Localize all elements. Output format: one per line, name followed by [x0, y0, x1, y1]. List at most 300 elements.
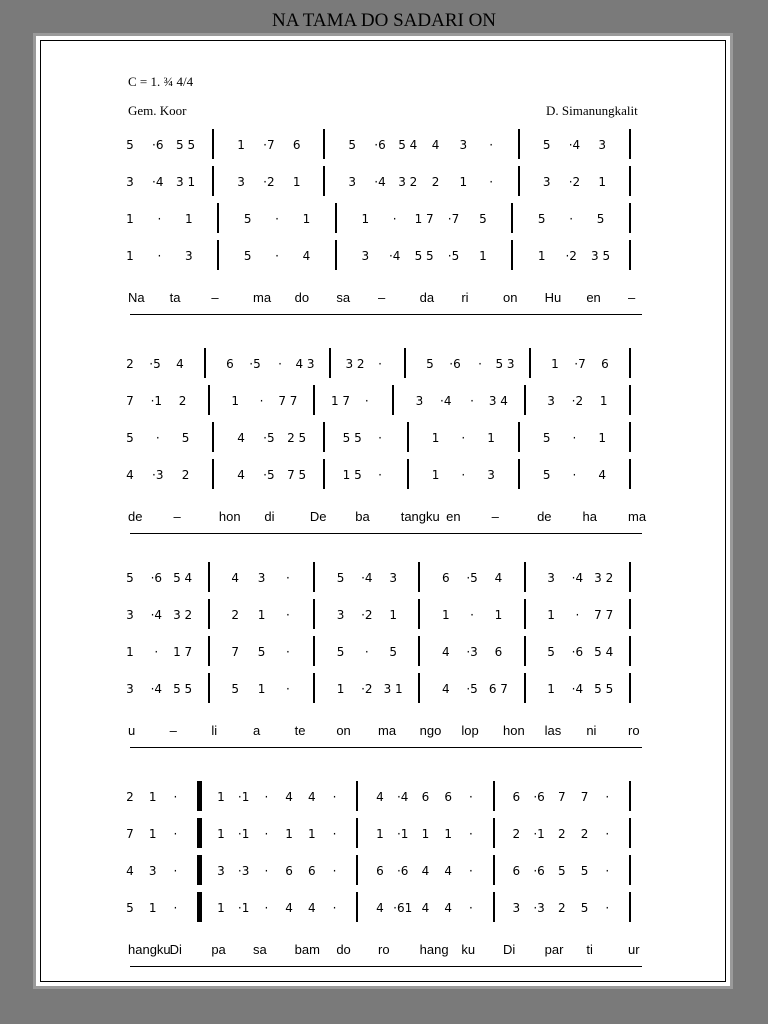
barline — [323, 129, 325, 159]
barline — [217, 240, 219, 270]
note: 5 — [243, 249, 252, 263]
note: 5 — [596, 212, 605, 226]
note: 4 — [285, 901, 293, 915]
note: · — [569, 212, 574, 226]
note: · — [155, 431, 160, 445]
lyric-syllable: – — [628, 290, 636, 305]
note: ·4 — [361, 571, 373, 585]
note: 5 4 — [398, 138, 418, 152]
note: 7 7 — [278, 394, 298, 408]
note: 2 — [512, 827, 521, 841]
note: ·1 — [237, 790, 250, 804]
lyric-syllable: ngo — [419, 723, 442, 738]
note: · — [378, 431, 382, 445]
note: · — [572, 431, 577, 445]
note: 5 — [243, 212, 252, 226]
lyric-syllable: las — [544, 723, 562, 738]
note: · — [489, 138, 494, 152]
note: 3 — [217, 864, 225, 878]
note: 1 — [184, 212, 193, 226]
note: ·5 — [263, 468, 275, 482]
note: 1 — [459, 175, 468, 189]
barline — [204, 348, 206, 378]
note: 6 — [444, 790, 452, 804]
note: 1 — [336, 682, 345, 696]
barline — [629, 562, 631, 592]
barline — [629, 855, 631, 885]
note: · — [285, 608, 290, 622]
barline — [518, 459, 520, 489]
barline — [418, 673, 420, 703]
note: 1 — [444, 827, 452, 841]
note: ·2 — [571, 394, 584, 408]
note: · — [173, 901, 178, 915]
note: 1 — [494, 608, 503, 622]
note: 5 — [547, 645, 555, 659]
note: 6 — [512, 790, 521, 804]
note: 5 — [537, 212, 546, 226]
lyric-syllable: sa — [336, 290, 351, 305]
barline — [524, 562, 526, 592]
note: · — [468, 864, 473, 878]
note: 3 1 — [176, 175, 196, 189]
lyric-syllable: hon — [503, 723, 525, 738]
barline — [493, 818, 495, 848]
barline — [313, 385, 315, 415]
note: 5 3 — [495, 357, 515, 371]
note: 1 — [302, 212, 311, 226]
lyric-syllable: ma — [253, 290, 272, 305]
note: ·6 — [150, 571, 163, 585]
barline — [392, 385, 394, 415]
barline — [356, 818, 358, 848]
lyric-syllable: ro — [378, 942, 390, 957]
note: 1 — [257, 608, 266, 622]
note: 4 — [421, 864, 430, 878]
note: 3 — [459, 138, 468, 152]
note: 1 — [537, 249, 546, 263]
note: · — [572, 468, 577, 482]
note: 1 — [441, 608, 450, 622]
barline — [212, 422, 214, 452]
note: 1 — [376, 827, 384, 841]
note: 4 — [231, 571, 240, 585]
note: ·5 — [263, 431, 275, 445]
note: ·3 — [237, 864, 250, 878]
note: ·6 — [533, 790, 545, 804]
note: ·4 — [568, 138, 581, 152]
barline — [323, 459, 325, 489]
note: 3 5 — [591, 249, 611, 263]
barline — [524, 385, 526, 415]
note: 1 — [257, 682, 266, 696]
note: 5 — [542, 468, 551, 482]
note: 5 — [181, 431, 190, 445]
note: · — [264, 827, 269, 841]
lyric-syllable: li — [211, 723, 218, 738]
note: ·7 — [574, 357, 586, 371]
note: 2 — [178, 394, 187, 408]
lyric-syllable: en — [446, 509, 461, 524]
note: 5 — [126, 431, 134, 445]
note: 5 — [126, 901, 134, 915]
barline — [629, 129, 631, 159]
lyric-syllable: pa — [211, 942, 226, 957]
barline — [629, 348, 631, 378]
lyric-syllable: te — [294, 723, 306, 738]
note: 6 — [494, 645, 503, 659]
barline — [212, 459, 214, 489]
note: 6 — [307, 864, 316, 878]
note: · — [468, 790, 473, 804]
barline — [629, 781, 631, 811]
note: 1 — [547, 608, 555, 622]
lyric-syllable: ma — [378, 723, 397, 738]
note: ·2 — [565, 249, 577, 263]
note: 4 — [302, 249, 311, 263]
note: 3 — [547, 571, 555, 585]
lyric-syllable: de — [128, 509, 143, 524]
note: 1 — [547, 682, 555, 696]
barline — [404, 348, 406, 378]
lyric-syllable: ha — [582, 509, 597, 524]
double-barline — [197, 892, 202, 922]
barline — [208, 599, 210, 629]
note: 1 — [292, 175, 301, 189]
song-title: NA TAMA DO SADARI ON — [271, 10, 497, 31]
lyric-syllable: do — [294, 290, 310, 305]
lyric-syllable: sa — [253, 942, 267, 957]
note: 1 7 — [173, 645, 193, 659]
note: 3 2 — [345, 357, 365, 371]
note: ·5 — [447, 249, 460, 263]
note: 4 — [126, 864, 134, 878]
lyric-syllable: da — [419, 290, 435, 305]
note: 5 4 — [594, 645, 614, 659]
note: 7 — [126, 394, 134, 408]
lyric-syllable: ro — [628, 723, 640, 738]
lyric-syllable: hon — [218, 509, 241, 524]
note: · — [605, 901, 610, 915]
note: · — [275, 249, 279, 263]
note: 2 — [557, 827, 566, 841]
note: ·6 — [571, 645, 584, 659]
note: · — [285, 645, 290, 659]
note: ·6 — [533, 864, 545, 878]
lyric-syllable: Hu — [544, 290, 562, 305]
lyric-syllable: par — [544, 942, 564, 957]
note: 1 — [231, 394, 240, 408]
note: 1 — [126, 645, 134, 659]
note: · — [278, 357, 282, 371]
barline — [418, 599, 420, 629]
note: ·6 — [396, 864, 409, 878]
note: 3 — [389, 571, 397, 585]
barline — [629, 636, 631, 666]
note: 4 — [444, 864, 452, 878]
note: 1 5 — [342, 468, 362, 482]
note: 2 5 — [287, 431, 307, 445]
note: · — [489, 175, 494, 189]
note: 3 1 — [383, 682, 403, 696]
note: 5 — [557, 864, 566, 878]
note: 1 7 — [330, 394, 351, 408]
note: 4 — [494, 571, 503, 585]
note: 4 — [421, 901, 430, 915]
barline — [518, 129, 520, 159]
note: ·4 — [571, 682, 584, 696]
note: 7 — [580, 790, 589, 804]
note: ·5 — [466, 571, 478, 585]
note: 1 — [307, 827, 316, 841]
note: ·4 — [396, 790, 409, 804]
lyric-syllable: ma — [628, 509, 647, 524]
note: 5 — [580, 901, 589, 915]
note: ·3 — [466, 645, 478, 659]
note: 1 — [487, 431, 495, 445]
note: 5 — [542, 431, 551, 445]
note: 5 5 — [342, 431, 362, 445]
note: ·6 — [449, 357, 461, 371]
note: 4 — [376, 901, 384, 915]
note: 4 — [237, 468, 245, 482]
note: 7 5 — [287, 468, 307, 482]
note: 3 — [237, 175, 245, 189]
lyric-syllable: a — [253, 723, 261, 738]
note: · — [378, 468, 382, 482]
barline — [511, 203, 513, 233]
barline — [208, 562, 210, 592]
note: 3 — [148, 864, 157, 878]
barline — [629, 673, 631, 703]
note: 2 — [431, 175, 440, 189]
double-barline — [197, 855, 202, 885]
note: 4 — [307, 790, 316, 804]
note: 5 5 — [176, 138, 196, 152]
note: 3 — [415, 394, 424, 408]
note: ·2 — [361, 682, 373, 696]
barline — [629, 599, 631, 629]
barline — [335, 203, 337, 233]
note: ·7 — [447, 212, 460, 226]
note: 5 — [542, 138, 551, 152]
note: · — [264, 864, 269, 878]
note: 7 — [126, 827, 134, 841]
barline — [217, 203, 219, 233]
note: 6 — [285, 864, 293, 878]
note: ·1 — [150, 394, 163, 408]
note: 4 — [237, 431, 245, 445]
barline — [313, 636, 315, 666]
note: · — [575, 608, 580, 622]
system-separator — [130, 314, 642, 315]
note: · — [461, 431, 466, 445]
lyric-syllable: ba — [355, 509, 370, 524]
note: 3 2 — [398, 175, 418, 189]
note: ·1 — [237, 827, 250, 841]
note: · — [605, 827, 610, 841]
barline — [335, 240, 337, 270]
note: 1 — [598, 175, 607, 189]
barline — [407, 459, 409, 489]
note: 4 — [441, 682, 450, 696]
note: ·4 — [440, 394, 452, 408]
barline — [356, 892, 358, 922]
note: 4 — [431, 138, 440, 152]
note: 4 — [307, 901, 316, 915]
barline — [313, 673, 315, 703]
note: 5 — [126, 138, 134, 152]
barline — [493, 781, 495, 811]
barline — [418, 636, 420, 666]
note: 3 — [126, 608, 134, 622]
note: 6 — [421, 790, 430, 804]
note: 1 — [361, 212, 370, 226]
note: 3 — [487, 468, 495, 482]
note: · — [157, 212, 162, 226]
note: · — [259, 394, 264, 408]
note: 1 — [217, 790, 225, 804]
note: ·3 — [533, 901, 545, 915]
note: 5 — [231, 682, 240, 696]
note: 1 — [479, 249, 487, 263]
note: 4 — [444, 901, 452, 915]
note: · — [154, 645, 159, 659]
note: ·5 — [249, 357, 261, 371]
barline — [208, 636, 210, 666]
note: 5 5 — [594, 682, 614, 696]
note: 1 — [421, 827, 430, 841]
lyric-syllable: – — [169, 723, 177, 738]
system-separator — [130, 747, 642, 748]
note: 6 — [441, 571, 450, 585]
note: 6 — [601, 357, 609, 371]
note: ·5 — [466, 682, 478, 696]
note: · — [605, 790, 610, 804]
lyric-syllable: De — [309, 509, 327, 524]
note: ·4 — [388, 249, 401, 263]
note: · — [364, 394, 369, 408]
note: 6 — [226, 357, 234, 371]
lyric-syllable: – — [173, 509, 181, 524]
note: · — [605, 864, 610, 878]
barline — [208, 385, 210, 415]
note: 1 7 — [414, 212, 434, 226]
note: 1 — [598, 431, 607, 445]
note: · — [157, 249, 162, 263]
note: 1 — [285, 827, 293, 841]
composer: D. Simanungkalit — [546, 103, 638, 118]
note: · — [378, 357, 382, 371]
note: ·5 — [149, 357, 161, 371]
note: · — [285, 682, 290, 696]
lyric-syllable: ni — [586, 723, 597, 738]
note: · — [332, 827, 337, 841]
note: 6 — [292, 138, 301, 152]
barline — [212, 166, 214, 196]
note: · — [470, 608, 475, 622]
note: 4 — [176, 357, 184, 371]
note: · — [264, 790, 269, 804]
barline — [356, 855, 358, 885]
note: · — [264, 901, 269, 915]
note: 4 — [126, 468, 134, 482]
note: ·6 — [152, 138, 164, 152]
note: · — [332, 901, 337, 915]
note: 3 2 — [594, 571, 614, 585]
note: 1 — [599, 394, 608, 408]
note: 3 — [126, 175, 134, 189]
note: ·4 — [374, 175, 386, 189]
note: 4 — [376, 790, 384, 804]
barline — [524, 673, 526, 703]
barline — [629, 892, 631, 922]
lyric-syllable: do — [336, 942, 351, 957]
note: 7 — [231, 645, 240, 659]
barline — [518, 166, 520, 196]
note: 4 — [598, 468, 607, 482]
note: 3 — [542, 175, 551, 189]
lyric-syllable: hang — [419, 942, 449, 957]
barline — [524, 599, 526, 629]
note: ·7 — [263, 138, 275, 152]
note: ·6 — [374, 138, 386, 152]
note: · — [332, 864, 337, 878]
barline — [407, 422, 409, 452]
barline — [518, 422, 520, 452]
note: 2 — [126, 790, 134, 804]
note: 1 — [148, 790, 157, 804]
note: 1 — [148, 827, 157, 841]
note: ·2 — [263, 175, 275, 189]
note: 3 — [547, 394, 555, 408]
lyric-syllable: ur — [628, 942, 640, 957]
choir-type: Gem. Koor — [128, 103, 187, 118]
note: 1 — [237, 138, 245, 152]
note: 3 — [257, 571, 266, 585]
note: 5 — [426, 357, 434, 371]
note: 5 — [479, 212, 487, 226]
note: 6 — [512, 864, 521, 878]
note: 1 — [217, 901, 225, 915]
barline — [313, 562, 315, 592]
lyric-syllable: ku — [461, 942, 476, 957]
barline — [529, 348, 531, 378]
note: · — [364, 645, 369, 659]
note: 5 — [389, 645, 397, 659]
barline — [629, 459, 631, 489]
note: ·1 — [533, 827, 545, 841]
note: ·1 — [396, 827, 409, 841]
barline — [524, 636, 526, 666]
system-separator — [130, 533, 642, 534]
note: 1 — [126, 249, 134, 263]
lyric-syllable: – — [211, 290, 219, 305]
barline — [208, 673, 210, 703]
lyric-syllable: Na — [128, 290, 145, 305]
note: 2 — [557, 901, 566, 915]
note: 5 4 — [173, 571, 193, 585]
note: 1 — [217, 827, 225, 841]
note: 2 — [580, 827, 589, 841]
note: ·2 — [568, 175, 581, 189]
barline — [329, 348, 331, 378]
note: 1 — [389, 608, 397, 622]
lyric-syllable: on — [503, 290, 518, 305]
note: 3 2 — [173, 608, 193, 622]
lyric-syllable: hangku — [128, 942, 171, 957]
barline — [493, 855, 495, 885]
